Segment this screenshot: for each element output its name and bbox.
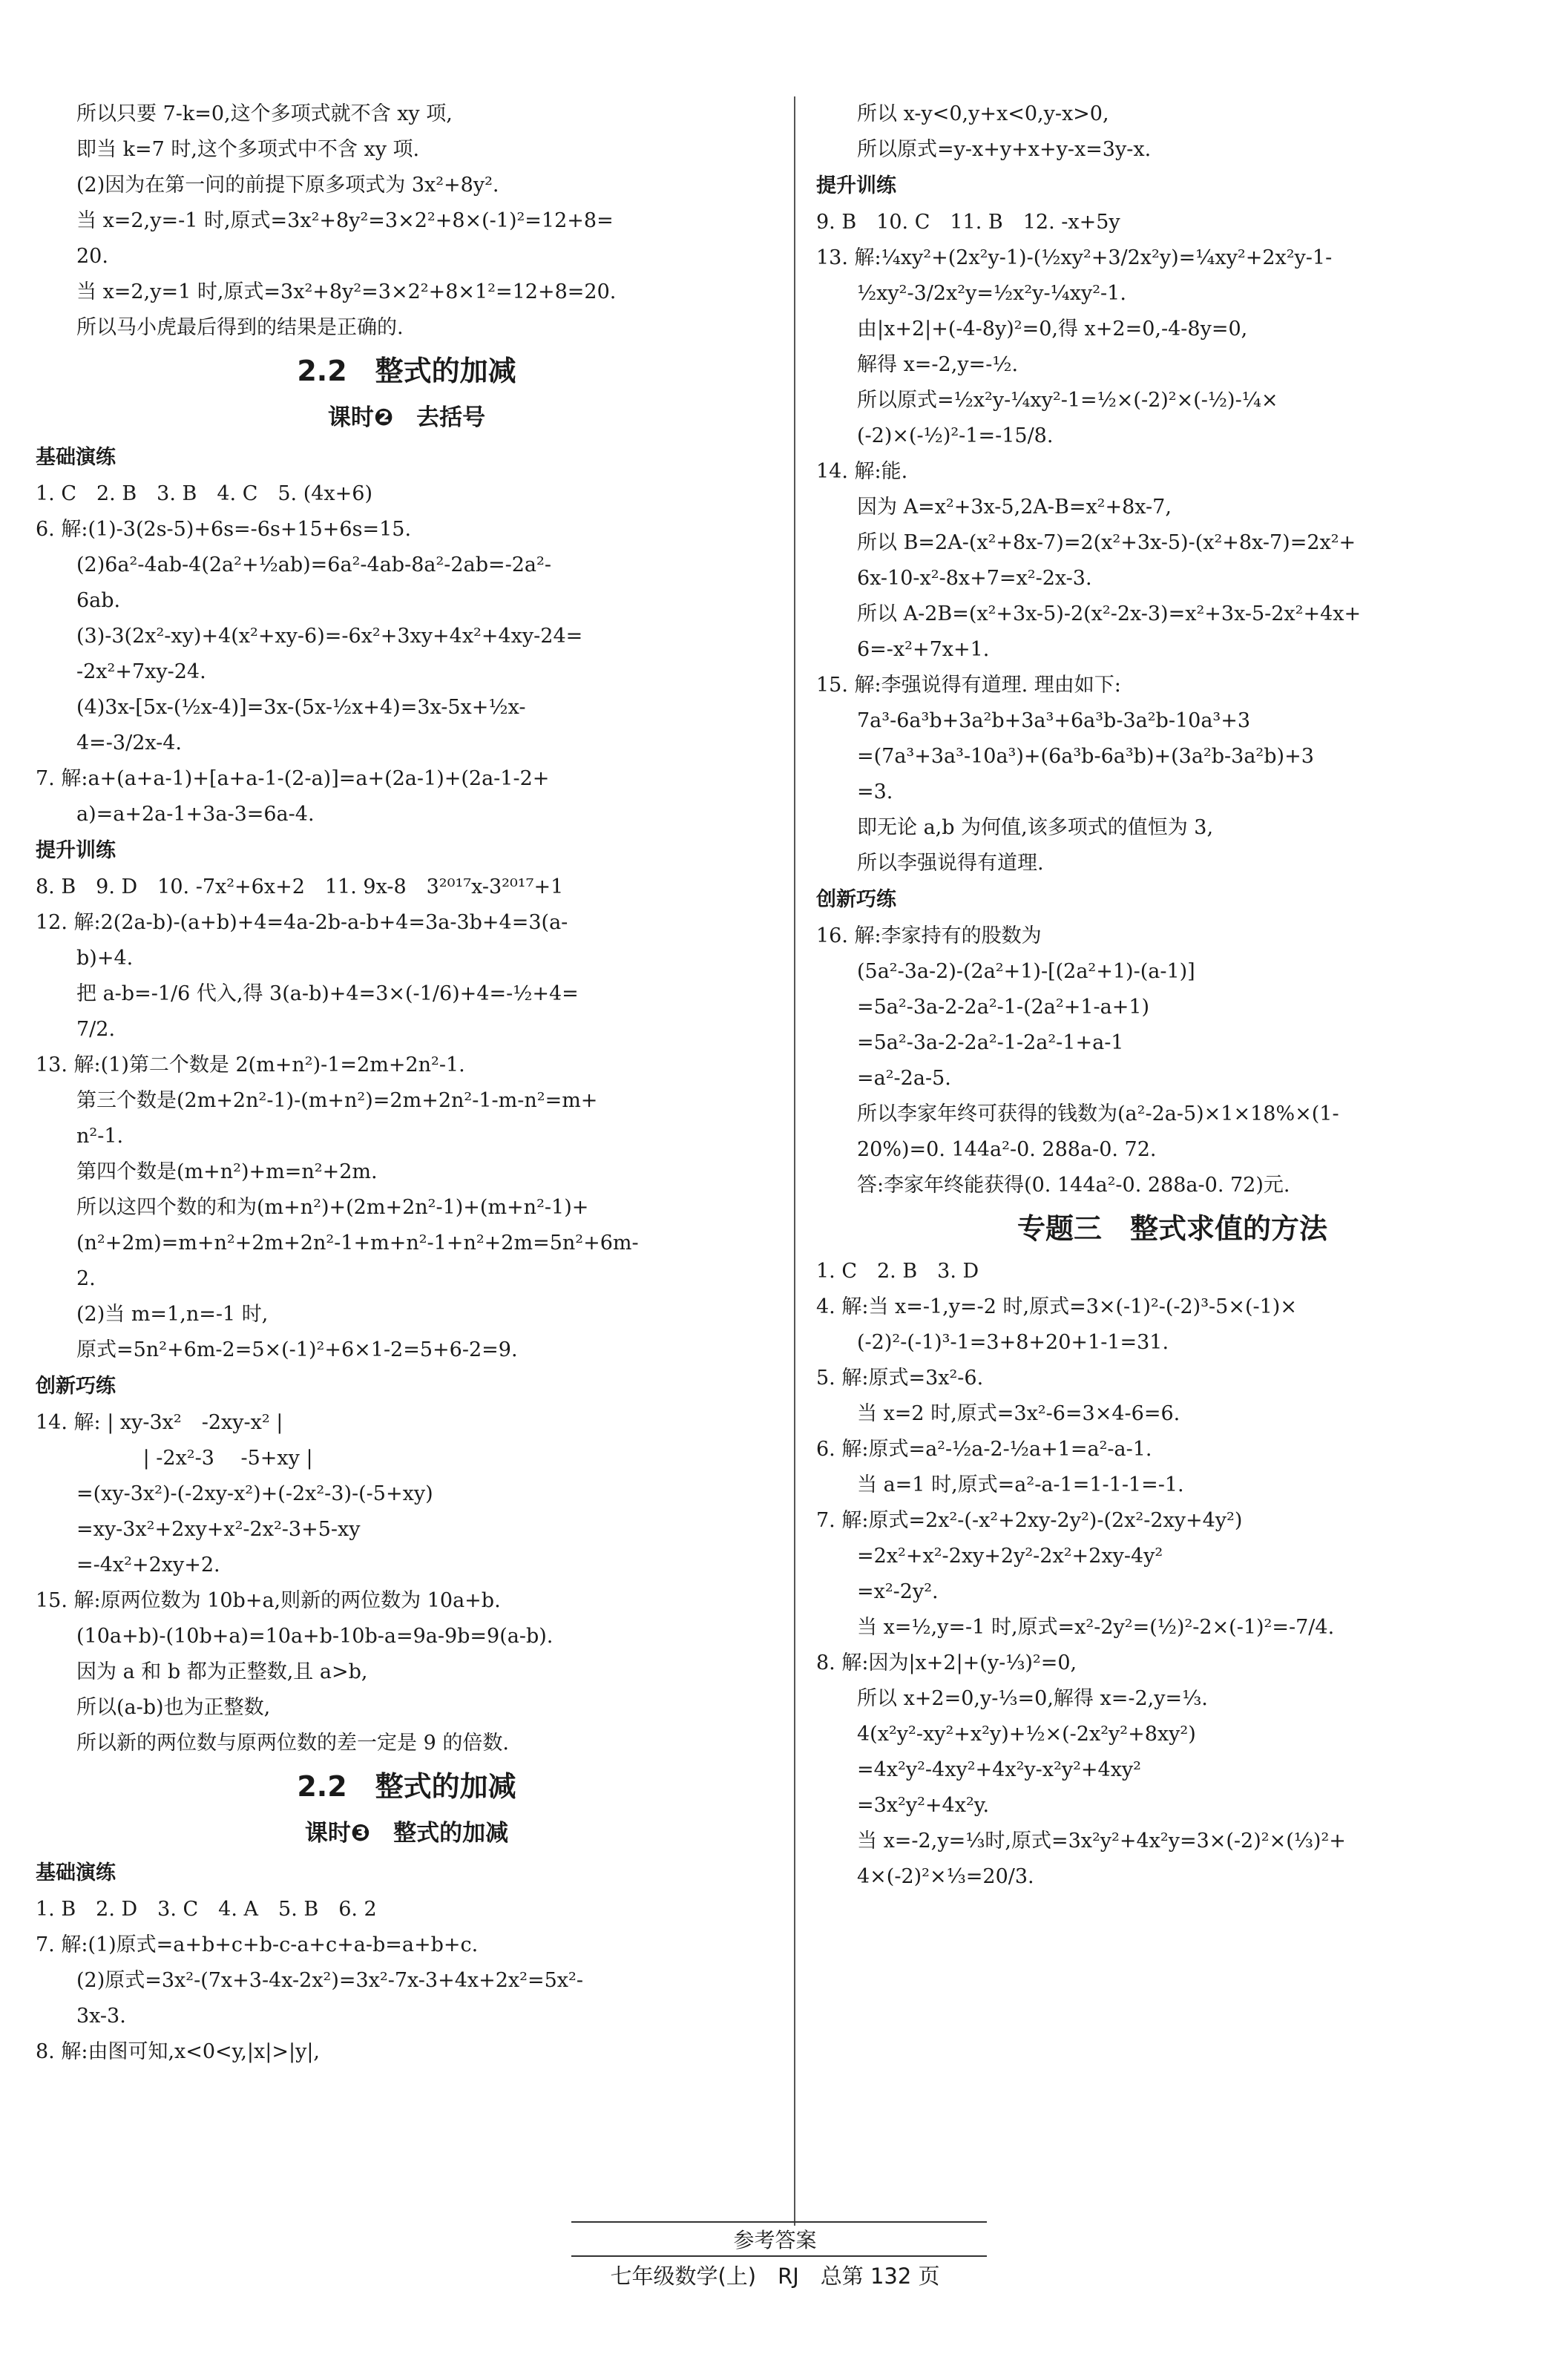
subsection-heading: 基础演练 (36, 446, 116, 469)
answer-line: =5a²-3a-2-2a²-1-(2a²+1-a+1) (857, 996, 1150, 1019)
answer-line: 4×(-2)²×⅓=20/3. (857, 1865, 1034, 1888)
answer-line: =xy-3x²+2xy+x²-2x²-3+5-xy (76, 1518, 361, 1541)
answer-line: 所以李家年终可获得的钱数为(a²-2a-5)×1×18%×(1- (857, 1102, 1339, 1125)
footer-page-info: 七年级数学(上) RJ 总第 132 页 (610, 2264, 940, 2289)
answer-line: 12. 解:2(2a-b)-(a+b)+4=4a-2b-a-b+4=3a-3b+4=3(a- (36, 911, 568, 934)
answer-line: =a²-2a-5. (857, 1067, 951, 1090)
lesson-title: 课时❸ 整式的加减 (304, 1820, 509, 1847)
answer-line: =3. (857, 780, 893, 803)
answer-line: 即当 k=7 时,这个多项式中不含 xy 项. (76, 138, 420, 161)
answer-line: =3x²y²+4x²y. (857, 1794, 990, 1817)
answer-line: (5a²-3a-2)-(2a²+1)-[(2a²+1)-(a-1)] (857, 960, 1195, 983)
answer-line: 所以原式=y-x+y+x+y-x=3y-x. (857, 138, 1152, 161)
answer-line: 4=-3/2x-4. (76, 732, 183, 755)
answer-line: 20%)=0. 144a²-0. 288a-0. 72. (857, 1138, 1157, 1161)
answer-line: 所以李强说得有道理. (857, 852, 1044, 875)
answer-line: 把 a-b=-1/6 代入,得 3(a-b)+4=3×(-1/6)+4=-½+4= (76, 982, 579, 1005)
answer-line: =2x²+x²-2xy+2y²-2x²+2xy-4y² (857, 1545, 1163, 1568)
left-column (36, 96, 778, 2070)
answer-line: 所以新的两位数与原两位数的差一定是 9 的倍数. (76, 1732, 509, 1755)
footer-title: 参考答案 (733, 2228, 817, 2252)
answer-line: 所以只要 7-k=0,这个多项式就不含 xy 项, (76, 102, 453, 125)
answer-line: b)+4. (76, 947, 134, 970)
answer-line: 7a³-6a³b+3a²b+3a³+6a³b-3a²b-10a³+3 (857, 709, 1251, 732)
lesson-title: 课时❷ 去括号 (327, 404, 486, 431)
subsection-heading: 基础演练 (36, 1861, 116, 1884)
answer-line: 因为 A=x²+3x-5,2A-B=x²+8x-7, (857, 496, 1172, 519)
answer-line: (10a+b)-(10b+a)=10a+b-10b-a=9a-9b=9(a-b). (76, 1625, 554, 1648)
answer-line: 7. 解:(1)原式=a+b+c+b-c-a+c+a-b=a+b+c. (36, 1933, 479, 1956)
answer-line: 7/2. (76, 1018, 116, 1041)
answer-line: 8. 解:因为|x+2|+(y-⅓)²=0, (816, 1651, 1077, 1674)
answer-line: (-2)²-(-1)³-1=3+8+20+1-1=31. (857, 1331, 1169, 1354)
answer-line: =4x²y²-4xy²+4x²y-x²y²+4xy² (857, 1758, 1141, 1781)
answer-line: 答:李家年终能获得(0. 144a²-0. 288a-0. 72)元. (857, 1174, 1290, 1197)
answer-line: 1. B 2. D 3. C 4. A 5. B 6. 2 (36, 1898, 377, 1921)
answer-line: 5. 解:原式=3x²-6. (816, 1367, 984, 1390)
answer-line: =x²-2y². (857, 1580, 939, 1603)
answer-line: a)=a+2a-1+3a-3=6a-4. (76, 803, 315, 826)
answer-line: 所以这四个数的和为(m+n²)+(2m+2n²-1)+(m+n²-1)+ (76, 1196, 589, 1219)
footer-rule-top (571, 2221, 987, 2223)
answer-line: 14. 解:能. (816, 460, 908, 483)
answer-line: (-2)×(-½)²-1=-15/8. (857, 424, 1054, 447)
answer-line: 20. (76, 245, 108, 268)
answer-line: 7. 解:a+(a+a-1)+[a+a-1-(2-a)]=a+(2a-1)+(2a-1-2+ (36, 767, 550, 790)
answer-line: (2)当 m=1,n=-1 时, (76, 1303, 269, 1326)
answer-line: =5a²-3a-2-2a²-1-2a²-1+a-1 (857, 1031, 1124, 1054)
answer-line: 第三个数是(2m+2n²-1)-(m+n²)=2m+2n²-1-m-n²=m+ (76, 1089, 598, 1112)
answer-line: 因为 a 和 b 都为正整数,且 a>b, (76, 1660, 368, 1683)
answer-line: 所以原式=½x²y-¼xy²-1=½×(-2)²×(-½)-¼× (857, 389, 1278, 412)
answer-line: =(7a³+3a³-10a³)+(6a³b-6a³b)+(3a²b-3a²b)+3 (857, 745, 1314, 768)
answer-line: 第四个数是(m+n²)+m=n²+2m. (76, 1160, 378, 1183)
answer-line: =-4x²+2xy+2. (76, 1554, 220, 1577)
answer-line: 6. 解:原式=a²-½a-2-½a+1=a²-a-1. (816, 1438, 1152, 1461)
answer-line: 9. B 10. C 11. B 12. -x+5y (816, 211, 1120, 234)
answer-line: 4(x²y²-xy²+x²y)+½×(-2x²y²+8xy²) (857, 1723, 1196, 1746)
answer-line: 8. B 9. D 10. -7x²+6x+2 11. 9x-8 3²⁰¹⁷x-3²⁰¹⁷+1 (36, 875, 564, 898)
answer-line: -2x²+7xy-24. (76, 660, 206, 683)
answer-line: 3x-3. (76, 2005, 126, 2028)
answer-line: 所以马小虎最后得到的结果是正确的. (76, 316, 404, 339)
answer-line: (4)3x-[5x-(½x-4)]=3x-(5x-½x+4)=3x-5x+½x- (76, 696, 526, 719)
subsection-heading: 提升训练 (36, 839, 116, 862)
answer-line: 即无论 a,b 为何值,该多项式的值恒为 3, (857, 816, 1214, 839)
answer-line: 所以 A-2B=(x²+3x-5)-2(x²-2x-3)=x²+3x-5-2x²+4x+ (857, 602, 1362, 625)
answer-line: 8. 解:由图可知,x<0<y,|x|>|y|, (36, 2040, 320, 2063)
answer-line: 所以 B=2A-(x²+8x-7)=2(x²+3x-5)-(x²+8x-7)=2x²+ (857, 531, 1356, 554)
answer-line: 当 a=1 时,原式=a²-a-1=1-1-1=-1. (857, 1473, 1184, 1496)
answer-line: 6. 解:(1)-3(2s-5)+6s=-6s+15+6s=15. (36, 518, 412, 541)
section-title: 专题三 整式求值的方法 (1017, 1212, 1327, 1245)
answer-line: (2)原式=3x²-(7x+3-4x-2x²)=3x²-7x-3+4x+2x²=5x²- (76, 1969, 583, 1992)
answer-line: n²-1. (76, 1125, 124, 1148)
answer-line: 原式=5n²+6m-2=5×(-1)²+6×1-2=5+6-2=9. (76, 1338, 518, 1361)
answer-line: 6=-x²+7x+1. (857, 638, 990, 661)
answer-line: 13. 解:(1)第二个数是 2(m+n²)-1=2m+2n²-1. (36, 1053, 465, 1076)
subsection-heading: 创新巧练 (36, 1375, 116, 1398)
subsection-heading: 创新巧练 (816, 888, 896, 911)
answer-line: =(xy-3x²)-(-2xy-x²)+(-2x²-3)-(-5+xy) (76, 1482, 433, 1505)
answer-line: | -2x²-3 -5+xy | (76, 1447, 313, 1470)
answer-line: 当 x=½,y=-1 时,原式=x²-2y²=(½)²-2×(-1)²=-7/4. (857, 1616, 1335, 1639)
answer-line: 6x-10-x²-8x+7=x²-2x-3. (857, 567, 1092, 590)
answer-line: 13. 解:¼xy²+(2x²y-1)-(½xy²+3/2x²y)=¼xy²+2x²y-1- (816, 246, 1333, 269)
footer-rule-bottom (571, 2255, 987, 2257)
answer-line: 4. 解:当 x=-1,y=-2 时,原式=3×(-1)²-(-2)³-5×(-1)× (816, 1295, 1297, 1318)
answer-line: 1. C 2. B 3. D (816, 1260, 979, 1283)
answer-line: 当 x=-2,y=⅓时,原式=3x²y²+4x²y=3×(-2)²×(⅓)²+ (857, 1830, 1346, 1853)
answer-line: 由|x+2|+(-4-8y)²=0,得 x+2=0,-4-8y=0, (857, 318, 1248, 341)
answer-line: 所以 x+2=0,y-⅓=0,解得 x=-2,y=⅓. (857, 1687, 1208, 1710)
section-title: 2.2 整式的加减 (297, 1770, 516, 1803)
answer-line: 1. C 2. B 3. B 4. C 5. (4x+6) (36, 482, 372, 505)
answer-line: 解得 x=-2,y=-½. (857, 353, 1019, 376)
answer-line: 6ab. (76, 589, 121, 612)
answer-line: 当 x=2 时,原式=3x²-6=3×4-6=6. (857, 1402, 1180, 1425)
subsection-heading: 提升训练 (816, 174, 896, 197)
answer-line: (2)6a²-4ab-4(2a²+½ab)=6a²-4ab-8a²-2ab=-2a²- (76, 553, 551, 576)
section-title: 2.2 整式的加减 (297, 355, 516, 387)
answer-line: (2)因为在第一问的前提下原多项式为 3x²+8y². (76, 174, 499, 197)
answer-line: (3)-3(2x²-xy)+4(x²+xy-6)=-6x²+3xy+4x²+4xy-24= (76, 625, 583, 648)
answer-line: 当 x=2,y=-1 时,原式=3x²+8y²=3×2²+8×(-1)²=12+8= (76, 209, 614, 232)
answer-line: 16. 解:李家持有的股数为 (816, 924, 1042, 947)
answer-line: 所以(a-b)也为正整数, (76, 1696, 271, 1719)
answer-line: 15. 解:李强说得有道理. 理由如下: (816, 674, 1121, 697)
answer-line: 14. 解: | xy-3x² -2xy-x² | (36, 1411, 283, 1434)
answer-line: (n²+2m)=m+n²+2m+2n²-1+m+n²-1+n²+2m=5n²+6m- (76, 1232, 639, 1255)
right-column (816, 96, 1528, 1895)
answer-line: 7. 解:原式=2x²-(-x²+2xy-2y²)-(2x²-2xy+4y²) (816, 1509, 1243, 1532)
answer-line: 15. 解:原两位数为 10b+a,则新的两位数为 10a+b. (36, 1589, 501, 1612)
answer-line: 所以 x-y<0,y+x<0,y-x>0, (857, 102, 1109, 125)
answer-line: 当 x=2,y=1 时,原式=3x²+8y²=3×2²+8×1²=12+8=20. (76, 280, 617, 303)
answer-line: ½xy²-3/2x²y=½x²y-¼xy²-1. (857, 282, 1126, 305)
answer-line: 2. (76, 1267, 96, 1290)
column-divider (794, 96, 795, 2226)
